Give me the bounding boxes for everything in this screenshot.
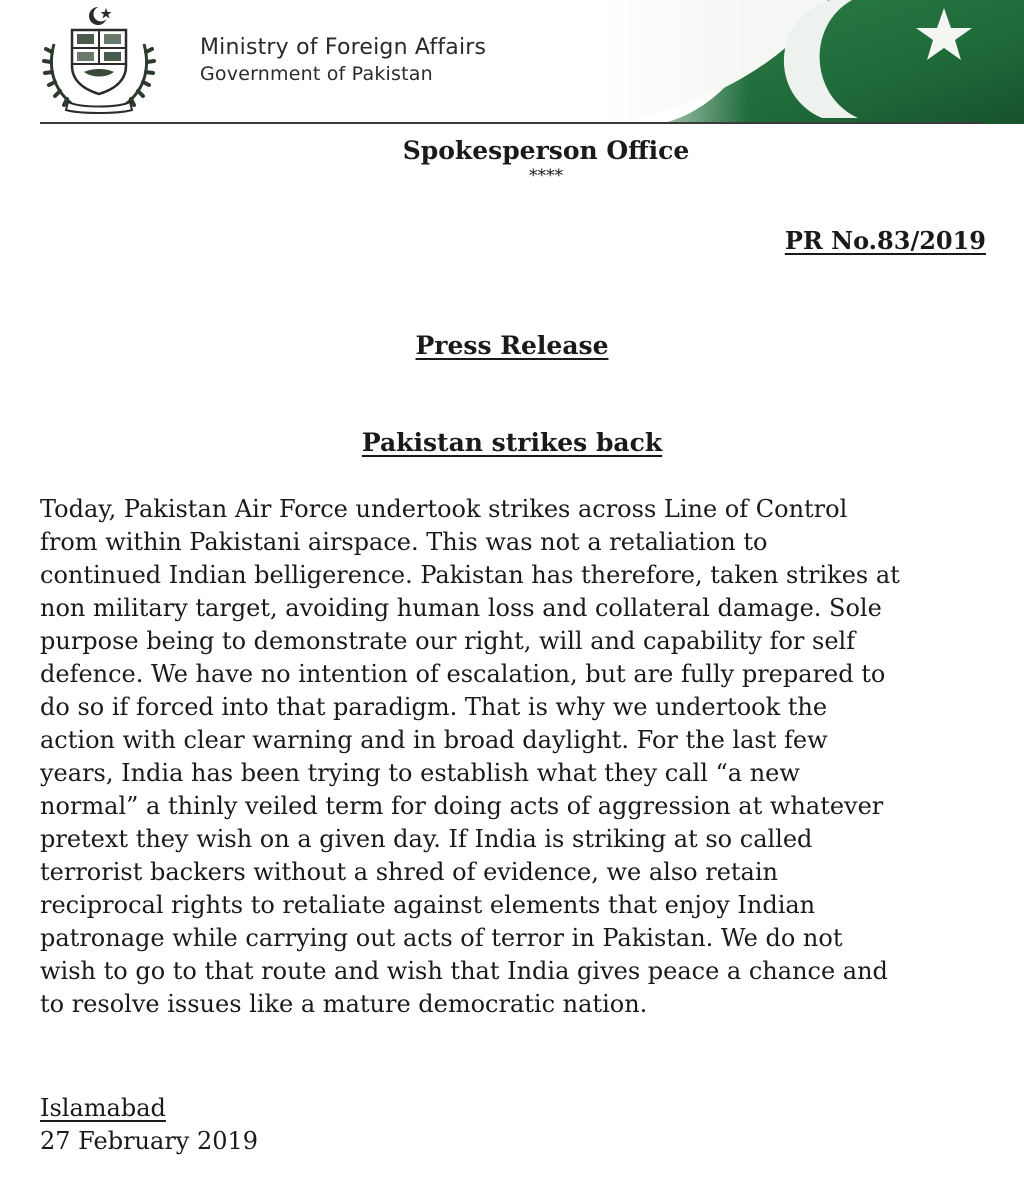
office-heading: Spokesperson Office [402, 136, 690, 165]
heading-separator: **** [529, 166, 563, 186]
body-line: pretext they wish on a given day. If India is striking at so called [40, 825, 813, 853]
body-line: do so if forced into that paradigm. That is why we undertook the [40, 693, 828, 721]
body-line: non military target, avoiding human loss and collateral damage. Sole [40, 594, 882, 622]
body-line: normal” a thinly veiled term for doing acts of aggression at whatever [40, 792, 884, 820]
press-release-body [40, 493, 990, 1021]
body-line: action with clear warning and in broad daylight. For the last few [40, 726, 828, 754]
body-line: from within Pakistani airspace. This was not a retaliation to [40, 528, 768, 556]
ministry-name: Ministry of Foreign Affairs [200, 35, 487, 60]
document-type-title: Press Release [415, 331, 609, 360]
letterhead [0, 0, 1024, 128]
ministry-title-block [200, 34, 486, 86]
body-line: wish to go to that route and wish that India gives peace a chance and [40, 957, 888, 985]
state-emblem-icon [40, 4, 158, 116]
government-name: Government of Pakistan [200, 63, 433, 85]
issue-date: 27 February 2019 [40, 1127, 259, 1155]
body-line: years, India has been trying to establish what they call “a new [40, 759, 800, 787]
press-release-number: PR No.83/2019 [784, 226, 986, 255]
body-line: reciprocal rights to retaliate against elements that enjoy Indian [40, 891, 816, 919]
body-line: patronage while carrying out acts of terror in Pakistan. We do not [40, 924, 843, 952]
press-release-headline: Pakistan strikes back [361, 428, 663, 457]
flag-crescent-star-icon [600, 0, 1024, 124]
issue-place: Islamabad [40, 1094, 166, 1122]
body-line: continued Indian belligerence. Pakistan has therefore, taken strikes at [40, 561, 900, 589]
body-line: terrorist backers without a shred of evidence, we also retain [40, 858, 778, 886]
body-line: Today, Pakistan Air Force undertook strikes across Line of Control [40, 495, 848, 523]
body-line: purpose being to demonstrate our right, will and capability for self [40, 627, 856, 655]
letterhead-divider [40, 122, 984, 124]
body-line: to resolve issues like a mature democratic nation. [40, 990, 648, 1018]
body-line: defence. We have no intention of escalation, but are fully prepared to [40, 660, 886, 688]
